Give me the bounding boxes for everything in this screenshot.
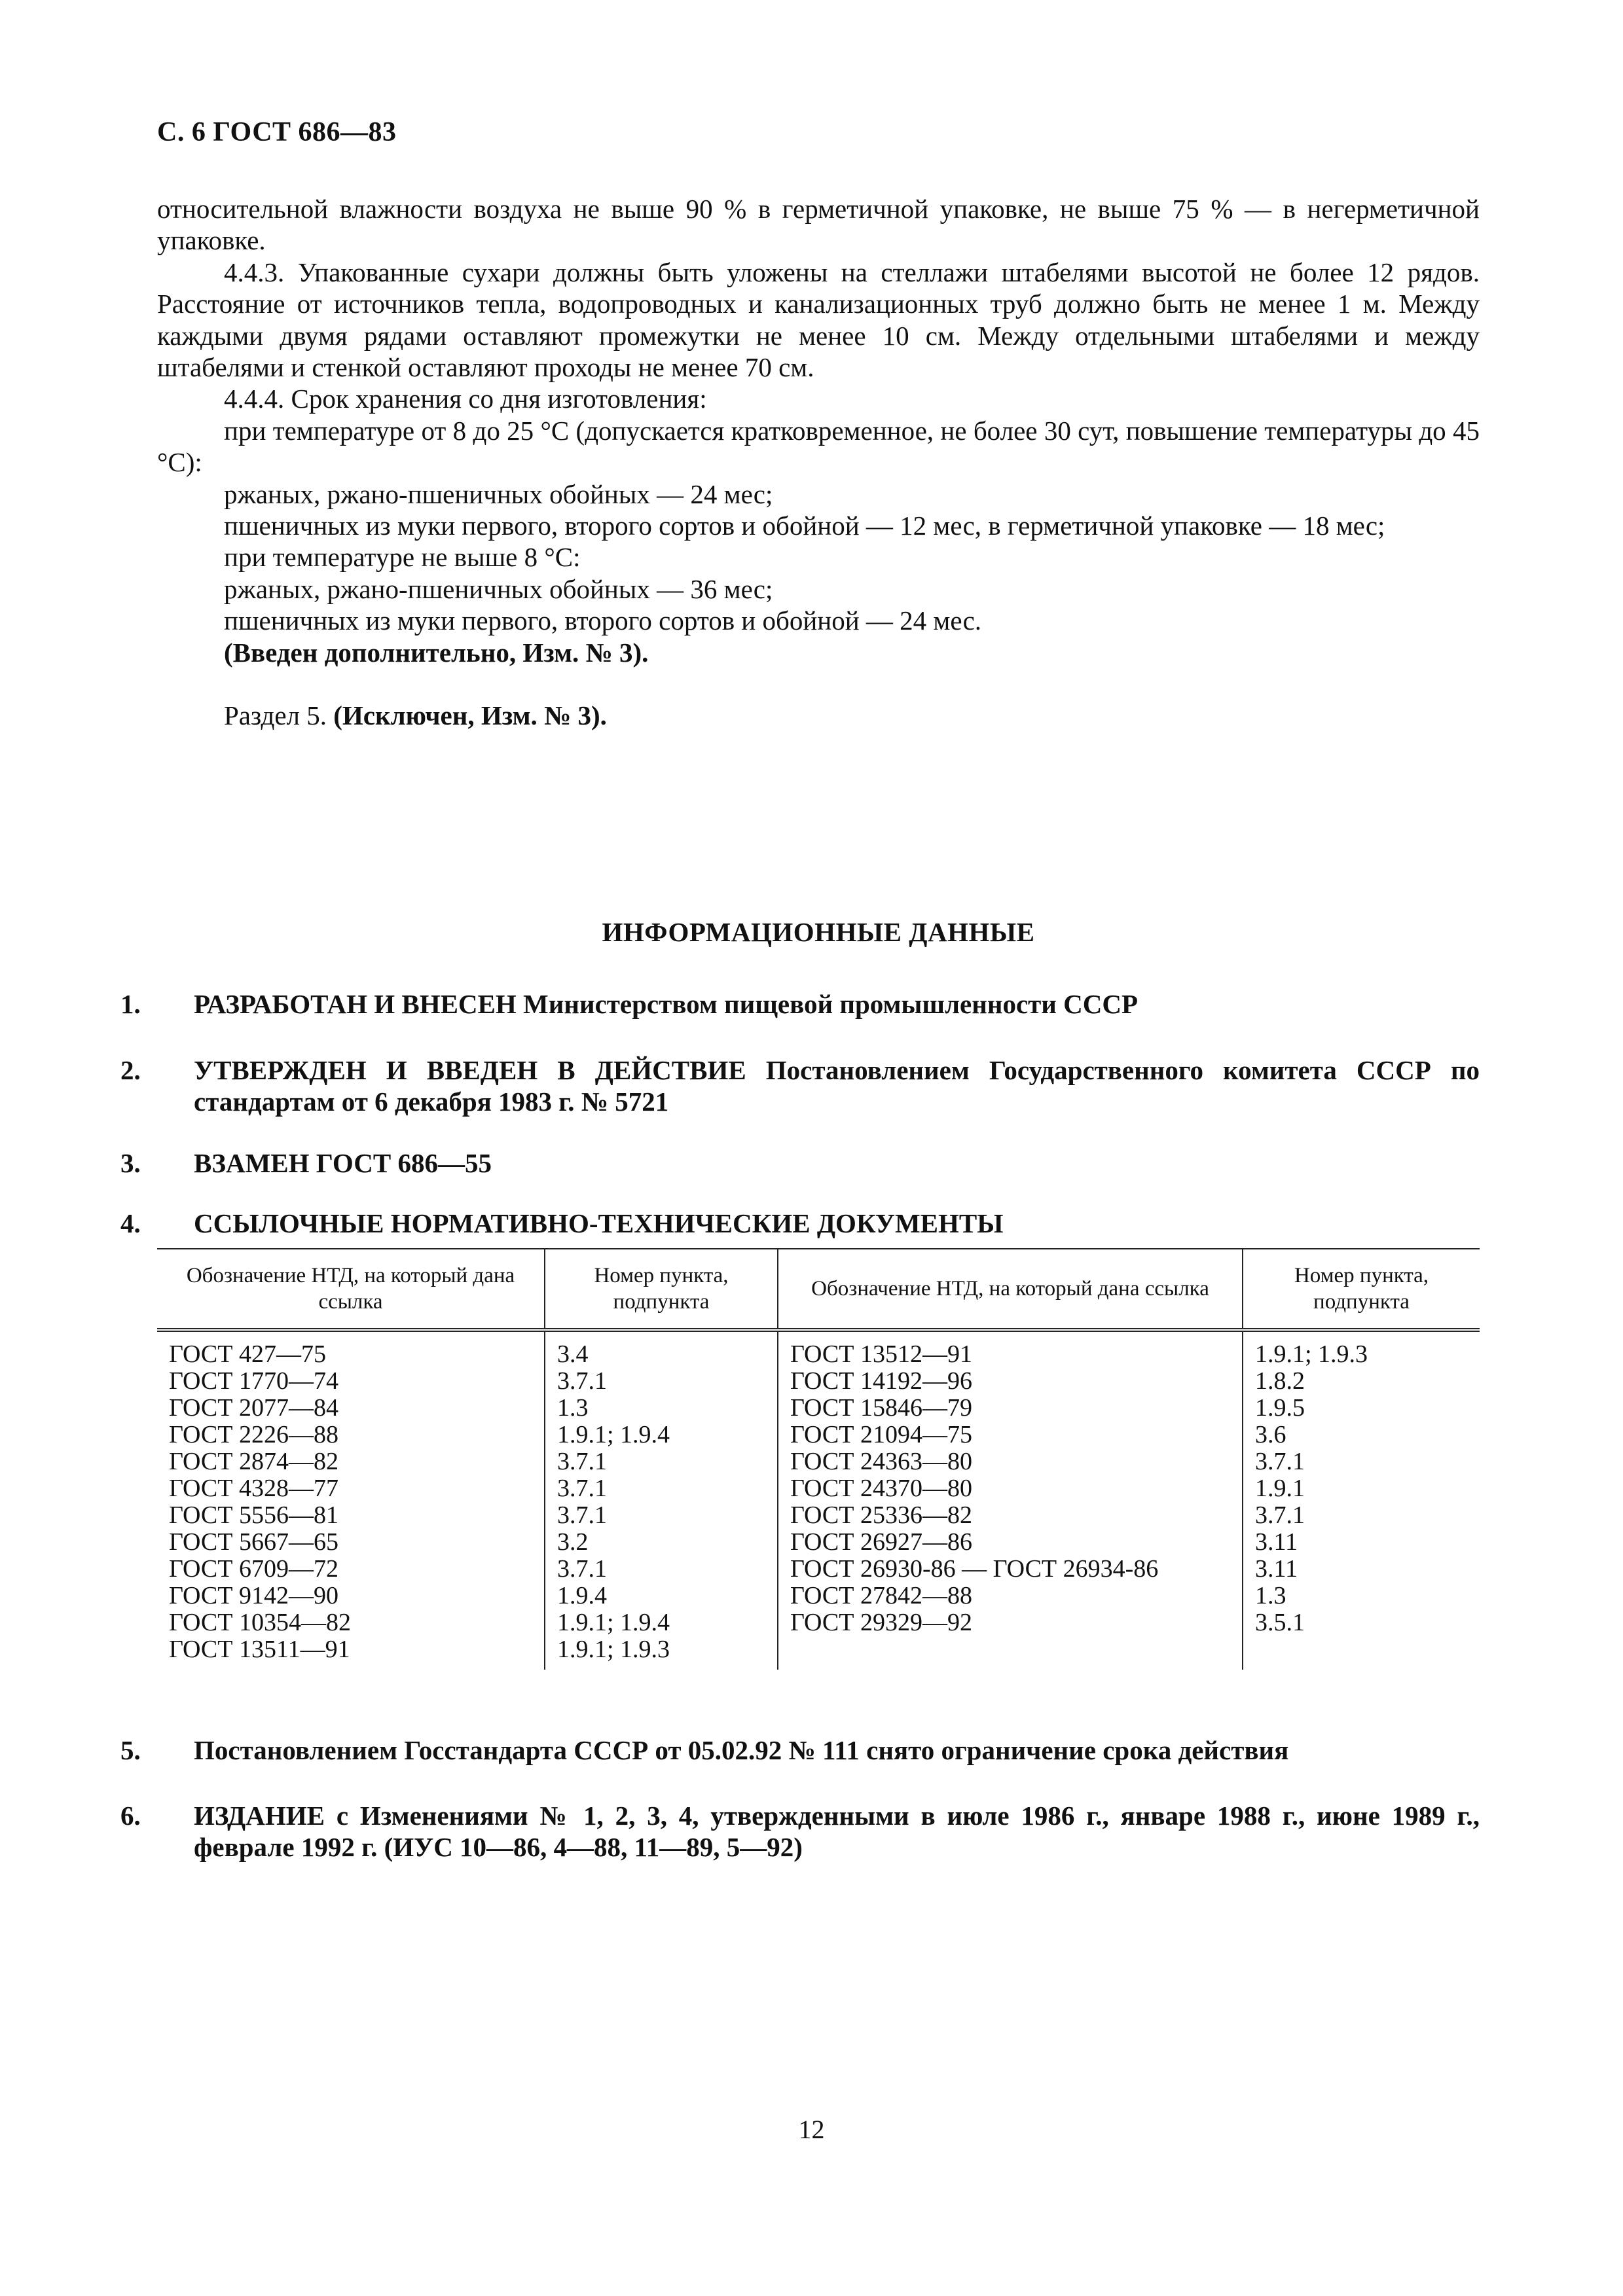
- table-cell: ГОСТ 6709—72: [169, 1555, 338, 1583]
- table-cell: ГОСТ 427—75: [169, 1340, 326, 1368]
- table-cell: 1.9.1; 1.9.3: [1255, 1340, 1368, 1368]
- header-doc-right: Обозначение НТД, на который дана ссылка: [778, 1249, 1243, 1330]
- paragraph-4-4-4: 4.4.4. Срок хранения со дня изготовления:: [224, 384, 707, 414]
- table-cell: 3.6: [1255, 1421, 1286, 1448]
- info-item-3-text: ВЗАМЕН ГОСТ 686—55: [194, 1148, 492, 1178]
- paragraph-wheat-12: пшеничных из муки первого, второго сортов и обойной — 12 мес, в герметичной упаковке — 18 мес;: [224, 511, 1385, 541]
- info-section-title: ИНФОРМАЦИОННЫЕ ДАННЫЕ: [602, 917, 1035, 947]
- info-item-2: [120, 1054, 1480, 1117]
- table-cell: ГОСТ 24370—80: [790, 1475, 972, 1502]
- table-cell: 1.9.1; 1.9.4: [557, 1609, 670, 1636]
- table-cell: 3.7.1: [1255, 1448, 1305, 1475]
- info-item-2-text: УТВЕРЖДЕН И ВВЕДЕН В ДЕЙСТВИЕ Постановлением Государственного комитета СССР по стандартам от 6 декабря 1983 г. № 5721: [194, 1055, 1480, 1117]
- table-cell: 1.9.4: [557, 1582, 607, 1609]
- info-item-5: [120, 1734, 1480, 1766]
- info-item-5-number: 5.: [120, 1735, 141, 1765]
- info-item-1-number: 1.: [120, 989, 141, 1019]
- table-cell: 1.9.1; 1.9.3: [557, 1636, 670, 1663]
- body-text: [157, 193, 1480, 732]
- table-cell: 3.5.1: [1255, 1609, 1305, 1636]
- reference-documents-table: [157, 1248, 1480, 1670]
- page-number: 12: [798, 2115, 825, 2144]
- header-point-right: Номер пункта, подпункта: [1243, 1249, 1480, 1330]
- page-title: С. 6 ГОСТ 686—83: [157, 117, 397, 147]
- table-cell: ГОСТ 21094—75: [790, 1421, 972, 1448]
- table-cell: ГОСТ 24363—80: [790, 1448, 972, 1475]
- table-cell: ГОСТ 14192—96: [790, 1367, 972, 1395]
- section-5-note: [157, 700, 1480, 731]
- table-cell: ГОСТ 13512—91: [790, 1340, 972, 1368]
- table-cell: 1.9.5: [1255, 1394, 1305, 1422]
- table-cell: ГОСТ 5667—65: [169, 1528, 338, 1556]
- table-cell: 1.9.1; 1.9.4: [557, 1421, 670, 1448]
- table-cell: 3.11: [1255, 1555, 1298, 1583]
- table-cell: 1.3: [557, 1394, 589, 1422]
- info-item-1: [120, 988, 1480, 1020]
- table-cell: 1.8.2: [1255, 1367, 1305, 1395]
- info-item-6: [120, 1800, 1480, 1863]
- table-cell: 3.7.1: [557, 1555, 607, 1583]
- table-cell: 3.2: [557, 1528, 589, 1556]
- header-point-left: Номер пункта, подпункта: [545, 1249, 778, 1330]
- paragraph-temperature-below-8: при температуре не выше 8 °С:: [224, 542, 581, 573]
- paragraph-wheat-24: пшеничных из муки первого, второго сортов и обойной — 24 мес.: [224, 605, 982, 636]
- table-header-row: [157, 1249, 1480, 1330]
- info-item-6-text: ИЗДАНИЕ с Изменениями № 1, 2, 3, 4, утвержденными в июле 1986 г., январе 1988 г., июне 1989 г., феврале 1992 г. (ИУС 10—86, 4—88, 11—89, 5—92): [194, 1801, 1480, 1862]
- info-item-6-number: 6.: [120, 1801, 141, 1831]
- table-cell: 3.7.1: [557, 1367, 607, 1395]
- table-cell: ГОСТ 4328—77: [169, 1475, 338, 1502]
- info-item-1-text: РАЗРАБОТАН И ВНЕСЕН Министерством пищевой промышленности СССР: [194, 989, 1139, 1019]
- table-cell: 1.3: [1255, 1582, 1286, 1609]
- info-item-3-number: 3.: [120, 1148, 141, 1178]
- section-5-prefix: Раздел 5.: [224, 700, 334, 731]
- right-docs-column: [778, 1330, 1243, 1670]
- info-item-5-text: Постановлением Госстандарта СССР от 05.02.92 № 111 снято ограничение срока действия: [194, 1735, 1289, 1765]
- table-cell: 3.7.1: [557, 1448, 607, 1475]
- paragraph-humidity: относительной влажности воздуха не выше 90 % в герметичной упаковке, не выше 75 % — в негерметичной упаковке.: [157, 194, 1480, 256]
- table-cell: ГОСТ 9142—90: [169, 1582, 338, 1609]
- info-item-3: [120, 1147, 1480, 1179]
- left-docs-column: [157, 1330, 545, 1670]
- table-cell: ГОСТ 25336—82: [790, 1501, 972, 1529]
- table-cell: ГОСТ 5556—81: [169, 1501, 338, 1529]
- info-item-4: [120, 1208, 1480, 1239]
- table-cell: ГОСТ 2226—88: [169, 1421, 338, 1448]
- table-cell: ГОСТ 13511—91: [169, 1636, 350, 1663]
- table-cell: ГОСТ 10354—82: [169, 1609, 351, 1636]
- info-item-2-number: 2.: [120, 1055, 141, 1085]
- paragraph-4-4-3: 4.4.3. Упакованные сухари должны быть уложены на стеллажи штабелями высотой не более 12 рядов. Расстояние от источников тепла, водопроводных и канализационных труб должно быть не менее 1 м. Между каждыми двумя рядами оставляют промежутки не менее 10 см. Между отдельными штабелями и между штабелями и стенкой оставляют проходы не менее 70 см.: [157, 257, 1480, 383]
- paragraph-rye-36: ржаных, ржано-пшеничных обойных — 36 мес;: [224, 573, 773, 604]
- right-points-column: [1243, 1330, 1480, 1670]
- table-cell: 3.4: [557, 1340, 589, 1368]
- paragraph-temperature-8-25: при температуре от 8 до 25 °С (допускается кратковременное, не более 30 сут, повышение температуры до 45 °С):: [157, 415, 1480, 478]
- table-cell: 3.7.1: [1255, 1501, 1305, 1529]
- table-cell: ГОСТ 29329—92: [790, 1609, 972, 1636]
- table-cell: 3.7.1: [557, 1501, 607, 1529]
- table-cell: 3.7.1: [557, 1475, 607, 1502]
- table-cell: 1.9.1: [1255, 1475, 1305, 1502]
- table-cell: ГОСТ 1770—74: [169, 1367, 338, 1395]
- paragraph-rye-24: ржаных, ржано-пшеничных обойных — 24 мес;: [224, 478, 773, 509]
- table-body-row: [157, 1330, 1480, 1670]
- table-cell: ГОСТ 27842—88: [790, 1582, 972, 1609]
- amendment-note: (Введен дополнительно, Изм. № 3).: [224, 637, 649, 668]
- table-cell: ГОСТ 2874—82: [169, 1448, 338, 1475]
- section-5-excluded: (Исключен, Изм. № 3).: [333, 700, 607, 731]
- table-cell: ГОСТ 26930-86 — ГОСТ 26934-86: [790, 1555, 1159, 1583]
- table-cell: ГОСТ 15846—79: [790, 1394, 972, 1422]
- info-item-4-text: ССЫЛОЧНЫЕ НОРМАТИВНО-ТЕХНИЧЕСКИЕ ДОКУМЕНТЫ: [194, 1208, 1004, 1238]
- info-item-4-number: 4.: [120, 1208, 141, 1238]
- table-cell: ГОСТ 2077—84: [169, 1394, 338, 1422]
- left-points-column: [545, 1330, 778, 1670]
- header-doc-left: Обозначение НТД, на который дана ссылка: [157, 1249, 545, 1330]
- table-cell: ГОСТ 26927—86: [790, 1528, 972, 1556]
- table-cell: 3.11: [1255, 1528, 1298, 1556]
